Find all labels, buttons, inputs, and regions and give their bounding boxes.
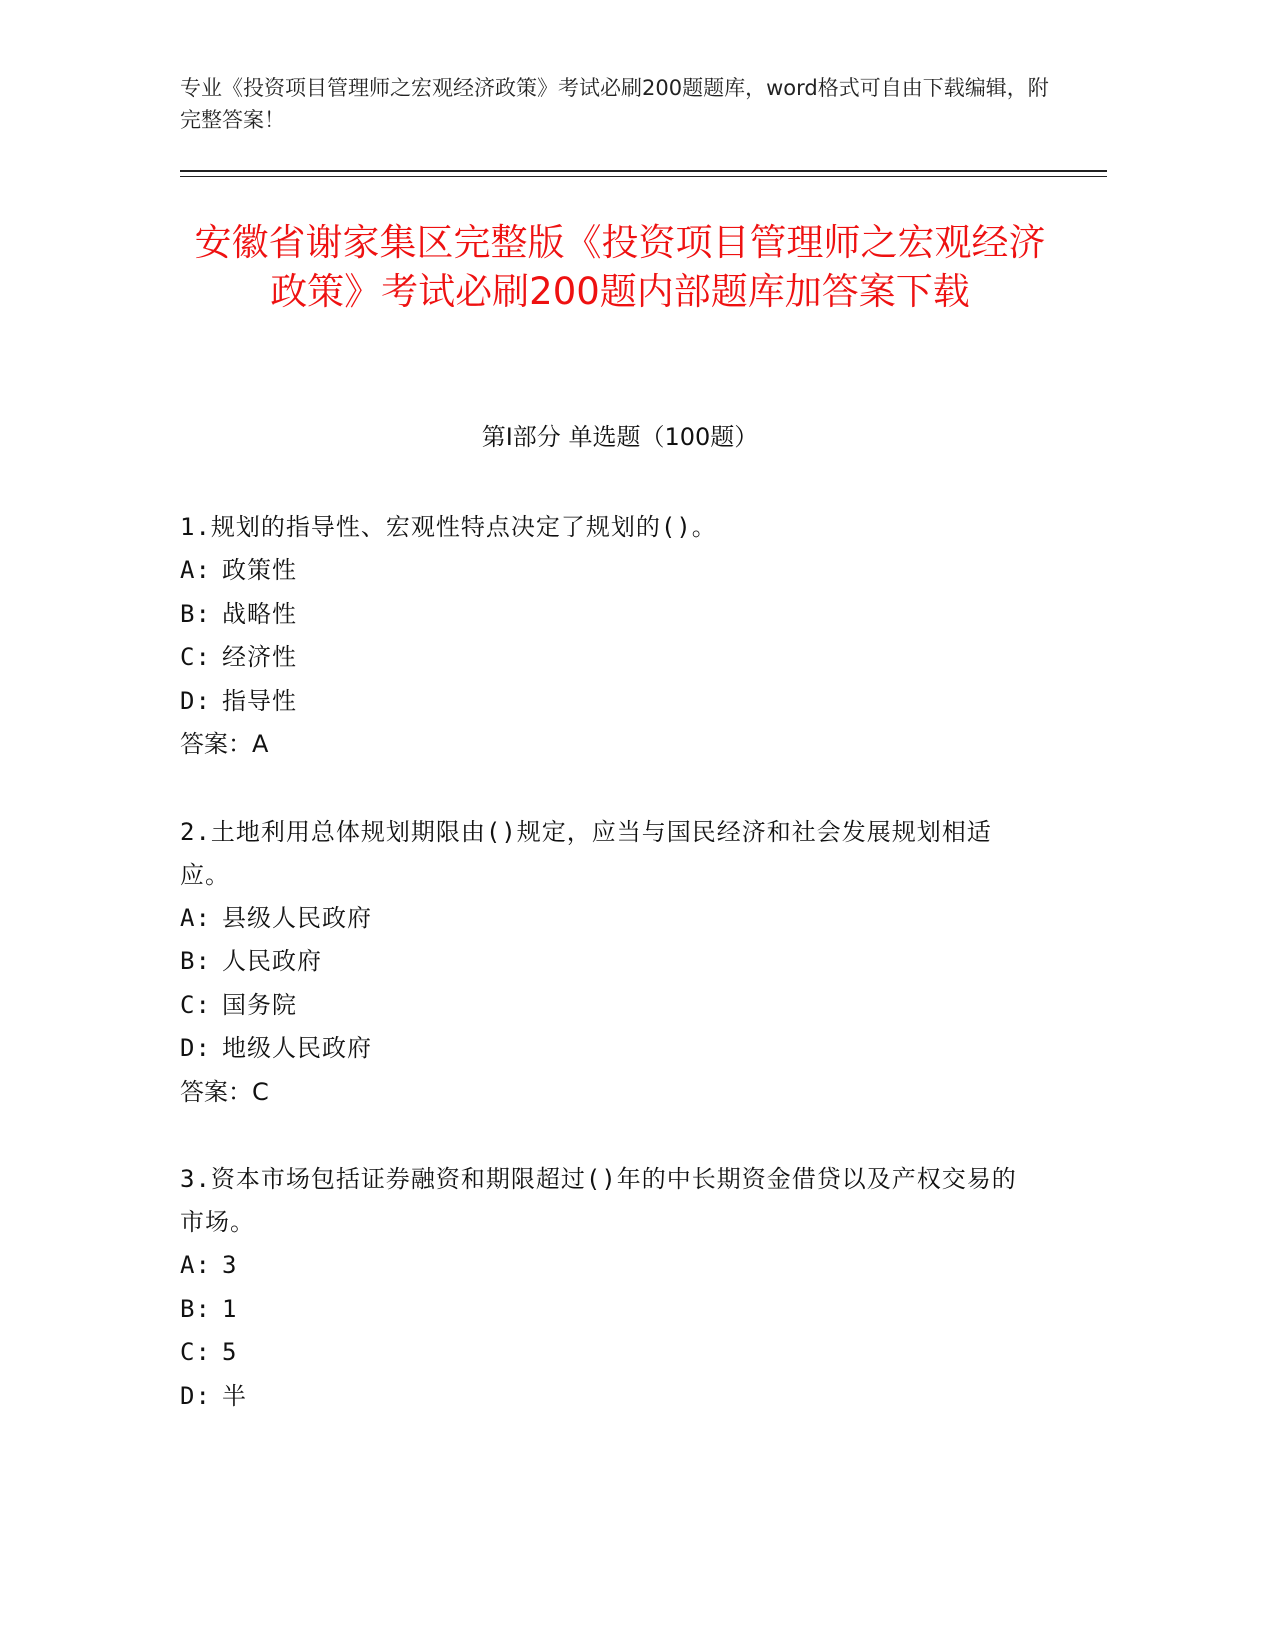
option-key: A: bbox=[180, 556, 211, 584]
option-text: 指导性 bbox=[222, 686, 297, 715]
question-option bbox=[180, 1027, 1030, 1071]
question-option bbox=[180, 1288, 1030, 1332]
question-option bbox=[180, 940, 1030, 984]
section-title: 第Ⅰ部分 单选题（100题） bbox=[481, 423, 759, 451]
option-text: 战略性 bbox=[222, 599, 297, 628]
option-key: B: bbox=[180, 1294, 211, 1323]
option-key: D: bbox=[180, 1381, 211, 1410]
option-key: C: bbox=[180, 643, 211, 671]
option-text: 县级人民政府 bbox=[222, 903, 372, 932]
question-option bbox=[180, 593, 1030, 637]
question-option bbox=[180, 897, 1030, 941]
option-text: 政策性 bbox=[222, 556, 297, 584]
header-note: 专业《投资项目管理师之宏观经济政策》考试必刷200题题库，word格式可自由下载编辑，附完整答案！ bbox=[180, 76, 1049, 132]
option-text: 1 bbox=[222, 1294, 238, 1323]
option-text: 人民政府 bbox=[222, 947, 322, 975]
header-divider-thin bbox=[180, 176, 1107, 177]
question-stem: 1.规划的指导性、宏观性特点决定了规划的()。 bbox=[180, 513, 717, 541]
option-text: 经济性 bbox=[222, 643, 297, 671]
question-stem: 3.资本市场包括证券融资和期限超过()年的中长期资金借贷以及产权交易的市场。 bbox=[180, 1165, 1017, 1236]
option-key: B: bbox=[180, 947, 211, 975]
option-key: C: bbox=[180, 1338, 211, 1366]
option-key: A: bbox=[180, 1251, 211, 1279]
option-text: 地级人民政府 bbox=[222, 1034, 372, 1062]
question-item bbox=[180, 811, 1030, 1115]
question-option bbox=[180, 1375, 1030, 1419]
option-text: 国务院 bbox=[222, 990, 297, 1019]
option-key: B: bbox=[180, 599, 211, 628]
option-key: D: bbox=[180, 686, 211, 715]
option-text: 半 bbox=[222, 1381, 247, 1410]
question-option bbox=[180, 549, 1030, 593]
question-option bbox=[180, 984, 1030, 1028]
question-item bbox=[180, 506, 1030, 767]
question-answer: 答案：C bbox=[180, 1077, 269, 1106]
question-spacer bbox=[180, 767, 1030, 811]
option-key: A: bbox=[180, 903, 211, 932]
question-item bbox=[180, 1158, 1030, 1418]
option-text: 5 bbox=[222, 1338, 238, 1366]
question-list bbox=[180, 506, 1030, 1418]
question-option bbox=[180, 680, 1030, 724]
question-option bbox=[180, 636, 1030, 680]
header-divider-thick bbox=[180, 170, 1107, 172]
question-spacer bbox=[180, 1114, 1030, 1158]
question-option bbox=[180, 1331, 1030, 1375]
question-option bbox=[180, 1244, 1030, 1288]
option-key: C: bbox=[180, 990, 211, 1019]
question-stem: 2.土地利用总体规划期限由()规定，应当与国民经济和社会发展规划相适应。 bbox=[180, 817, 992, 889]
document-title: 安徽省谢家集区完整版《投资项目管理师之宏观经济政策》考试必刷200题内部题库加答案下载 bbox=[194, 221, 1046, 313]
option-key: D: bbox=[180, 1034, 211, 1062]
option-text: 3 bbox=[222, 1251, 238, 1279]
question-answer: 答案：A bbox=[180, 730, 269, 758]
